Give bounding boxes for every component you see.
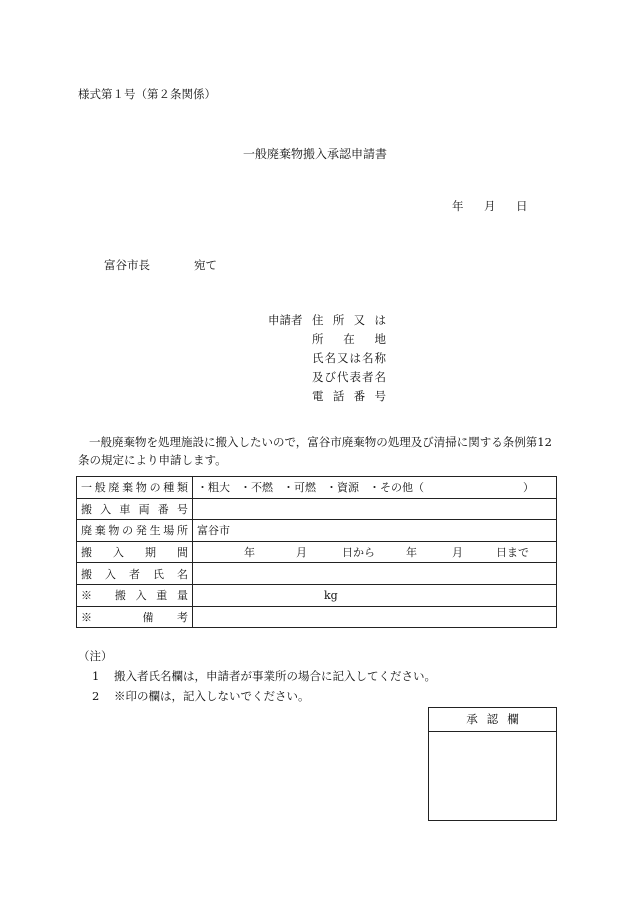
origin-value: 富谷市 [197,524,230,538]
waste-type-option[interactable]: ・その他（ ） [369,481,534,495]
applicant-field: 住所又は [312,313,386,327]
note-item [78,666,436,686]
row-label: ※ 備考 [81,610,188,624]
row-label: 搬入者氏名 [81,567,188,581]
note-number: 1 [92,669,100,683]
addressee [104,257,217,273]
table-row [77,541,557,563]
date-month: 月 [484,199,496,213]
applicant-lead: 申請者 [268,313,303,327]
origin-field[interactable] [193,520,557,542]
table-row [77,498,557,520]
applicant-field: 氏名又は名称 [312,351,386,365]
notes-heading: （注） [78,649,113,663]
note-text: ※印の欄は，記入しないでください。 [114,689,310,703]
period-field[interactable] [193,541,557,563]
period-year-from: 年 [244,546,255,560]
form-number: 様式第１号（第２条関係） [78,87,216,101]
applicant-block [268,311,386,406]
row-label: ※ 搬入重量 [81,589,188,603]
table-row [77,520,557,542]
row-label: 搬入車両番号 [81,502,188,516]
application-statement: 一般廃棄物を処理施設に搬入したいので，富谷市廃棄物の処理及び清掃に関する条例第12条の規定により申請します。 [78,435,552,467]
note-number: 2 [92,689,100,703]
notes [78,646,436,706]
table-row [77,477,557,499]
waste-type-options[interactable] [193,477,557,499]
addressee-suffix: 宛て [194,258,217,272]
date-line [452,198,528,214]
weight-unit: kg [324,588,338,602]
table-row [77,584,557,606]
note-text: 搬入者氏名欄は，申請者が事業所の場合に記入してください。 [114,669,436,683]
waste-type-option[interactable]: ・可燃 [283,481,316,495]
waste-type-option[interactable]: ・粗大 [197,481,230,495]
applicant-field: 所在地 [312,332,386,346]
period-day-to: 日まで [496,546,529,560]
carrier-name-field[interactable] [193,563,557,585]
note-item [78,686,436,706]
table-row [77,606,557,628]
document-title: 一般廃棄物搬入承認申請書 [242,147,387,161]
period-year-to: 年 [406,546,417,560]
row-label: 一般廃棄物の種類 [81,481,188,495]
weight-field [193,584,557,606]
row-label: 搬入期間 [81,546,188,560]
period-day-from: 日から [342,546,375,560]
addressee-name: 富谷市長 [104,258,150,272]
row-label: 廃棄物の発生場所 [81,524,188,538]
vehicle-number-field[interactable] [193,498,557,520]
applicant-field: 及び代表者名 [312,370,386,384]
approval-header: 承認欄 [429,708,556,732]
table-row [77,563,557,585]
period-month-to: 月 [452,546,463,560]
date-year: 年 [452,199,464,213]
period-month-from: 月 [296,546,307,560]
date-day: 日 [516,199,528,213]
remarks-field [193,606,557,628]
application-table [76,476,557,628]
waste-type-option[interactable]: ・資源 [326,481,359,495]
applicant-field: 電話番号 [312,389,386,403]
waste-type-option[interactable]: ・不燃 [240,481,273,495]
approval-box [428,707,557,821]
